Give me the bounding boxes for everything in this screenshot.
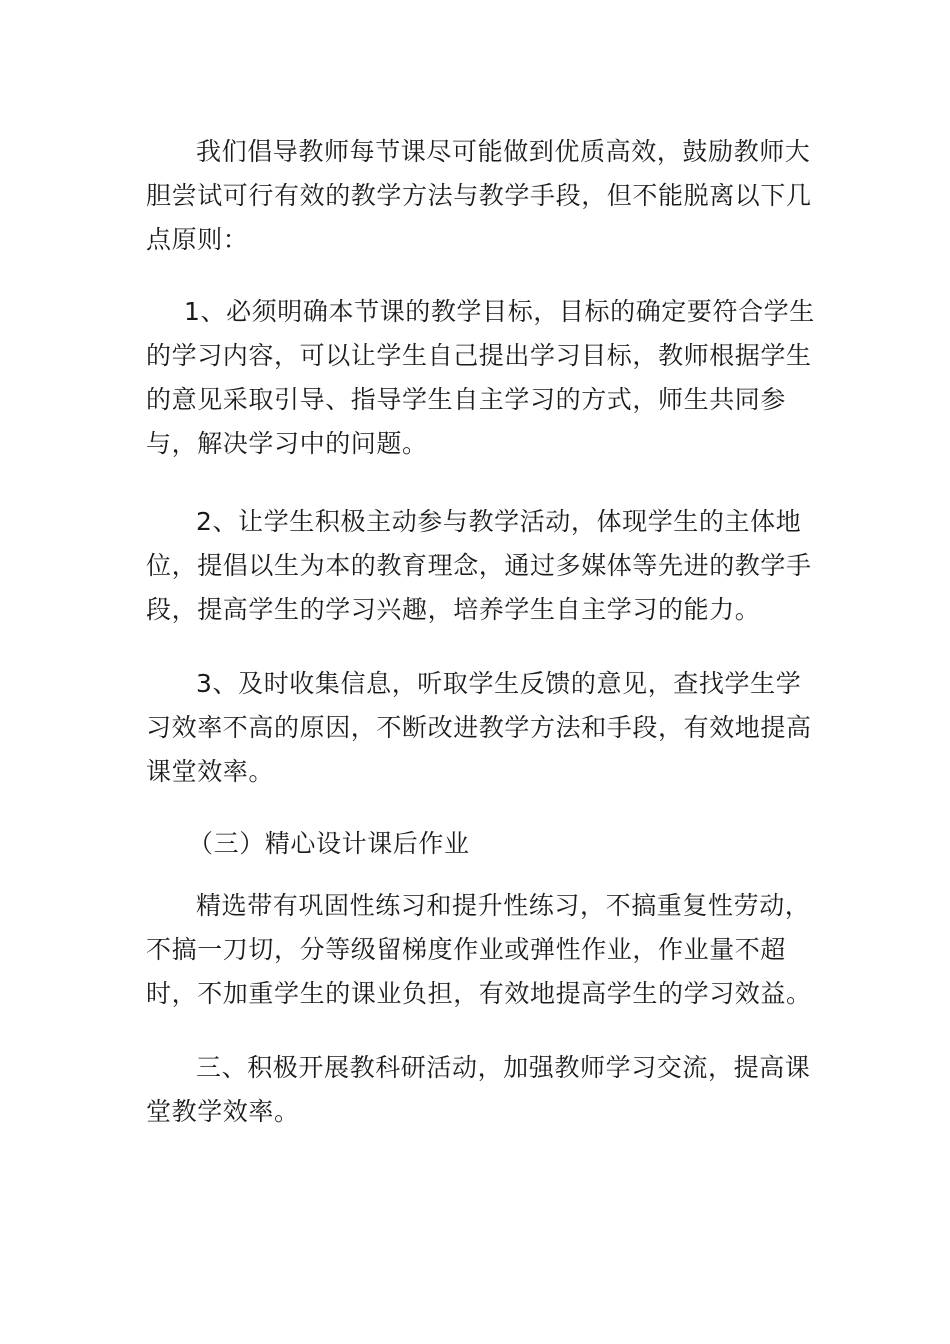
- section-heading-homework: （三）精心设计课后作业: [188, 829, 470, 858]
- research-activity-paragraph: 三、积极开展教科研活动，加强教师学习交流，提高课堂教学效率。: [146, 1053, 811, 1126]
- principle-2-paragraph: 2、让学生积极主动参与教学活动，体现学生的主体地位，提倡以生为本的教育理念，通过多媒体等先进的教学手段，提高学生的学习兴趣，培养学生自主学习的能力。: [146, 507, 812, 624]
- homework-paragraph: 精选带有巩固性练习和提升性练习，不搞重复性劳动，不搞一刀切，分等级留梯度作业或弹性作业，作业量不超时，不加重学生的课业负担，有效地提高学生的学习效益。: [146, 891, 812, 1008]
- principle-3-paragraph: 3、及时收集信息，听取学生反馈的意见，查找学生学习效率不高的原因，不断改进教学方法和手段，有效地提高课堂效率。: [146, 669, 812, 786]
- principle-1-paragraph: 1、必须明确本节课的教学目标，目标的确定要符合学生的学习内容，可以让学生自己提出学习目标，教师根据学生的意见采取引导、指导学生自主学习的方式，师生共同参与，解决学习中的问题。: [146, 297, 815, 458]
- intro-paragraph: 我们倡导教师每节课尽可能做到优质高效，鼓励教师大胆尝试可行有效的教学方法与教学手段，但不能脱离以下几点原则：: [146, 137, 812, 254]
